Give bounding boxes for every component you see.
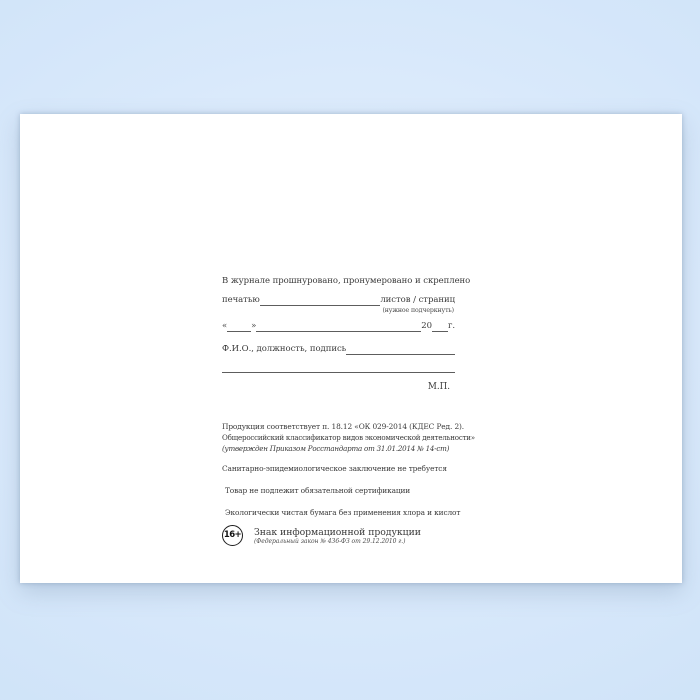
sealed-with-row <box>222 295 455 306</box>
blank-line-month <box>256 322 421 332</box>
signature-row <box>222 344 455 355</box>
year-prefix: 20 <box>421 321 432 331</box>
age-mark-row <box>222 525 462 546</box>
signature-label: Ф.И.О., должность, подпись <box>222 344 347 354</box>
okved-line3: (утвержден Приказом Росстандарта от 31.01.2014 № 14-ст) <box>222 444 450 453</box>
date-row <box>222 321 455 332</box>
okved-line1: Продукция соответствует п. 18.12 «ОК 029-2014 (КДЕС Ред. 2). <box>222 422 465 431</box>
underline-note: (нужное подчеркнуть) <box>382 307 454 314</box>
age-mark-label: Знак информационной продукции <box>254 527 421 538</box>
age-mark-caption <box>254 525 421 545</box>
age-16-plus-text: 16+ <box>223 530 242 540</box>
open-quote: « <box>222 321 228 331</box>
year-suffix: г. <box>447 321 455 331</box>
blank-line-seal-count <box>260 296 381 306</box>
age-mark-law: (Федеральный закон № 436-ФЗ от 29.12.2010 г.) <box>254 538 406 545</box>
stamp-place-abbr: М.П. <box>427 382 450 392</box>
blank-line-signature <box>346 345 455 355</box>
sanitary-note: Санитарно-эпидемиологическое заключение не требуется <box>222 464 447 473</box>
blank-line-year <box>432 322 448 332</box>
sheets-pages-label: листов / страниц <box>380 295 455 305</box>
okved-line2: Общероссийский классификатор видов экономической деятельности» <box>222 433 475 442</box>
close-quote: » <box>251 321 257 331</box>
certification-block <box>222 421 475 546</box>
age-16-plus-icon <box>222 525 243 546</box>
sealed-with-label: печатью <box>222 295 260 305</box>
seal-block <box>222 276 471 393</box>
journal-back-page <box>20 114 682 583</box>
certification-note: Товар не подлежит обязательной сертификации <box>225 486 411 495</box>
blank-line-day <box>227 322 251 332</box>
eco-paper-note: Экологически чистая бумага без применения хлора и кислот <box>225 508 461 517</box>
blank-line-full <box>222 372 455 373</box>
lacing-statement: В журнале прошнуровано, пронумеровано и скреплено <box>222 276 471 286</box>
